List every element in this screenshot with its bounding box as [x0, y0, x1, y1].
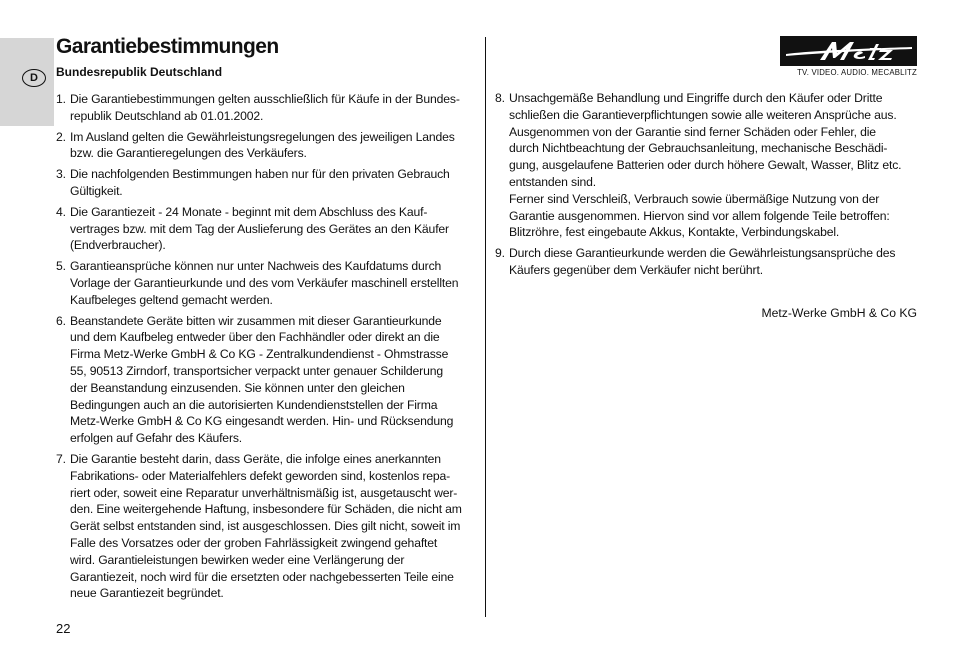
- list-item: [56, 204, 482, 254]
- page-title: Garantiebestimmungen: [56, 35, 279, 58]
- item-text: Beanstandete Geräte bitten wir zusammen mit dieser Garantieurkunde und dem Kaufbeleg entweder über den Fachhändler oder direkt an die Firma Metz-Werke GmbH & Co KG - Zentralkundendienst - Ohmstrasse 55, 90513 Zirndorf, transportsicher verpackt unter genauer Schilderung der Beanstandung einzusenden. Sie können unter den gleichen Bedingungen auch an die autorisierten Kundendienststellen der Firma Metz-Werke GmbH & Co KG eingesandt werden. Hin- und Rücksendung erfolgen auf Gefahr des Käufers.: [70, 313, 454, 446]
- item-number: 1.: [56, 92, 66, 106]
- item-text: Die Garantie besteht darin, dass Geräte, die infolge eines anerkannten Fabrikations- oder Materialfehlers defekt geworden sind, kostenlos repa- riert oder, soweit eine Reparatur unverhältnismäßig ist, ausgetauscht wer- den. Eine weitergehende Haftung, insbesondere für Schäden, die nicht am Gerät selbst entstanden sind, ist ausgeschlossen. Dies gilt nicht, soweit im Falle des Vorsatzes oder der groben Fahrlässigkeit zwingend gehaftet wird. Garantieleistungen bewirken weder eine Verlängerung der Garantiezeit, noch wird für die ersetzten oder nachgebesserten Teile eine neue Garantiezeit begründet.: [70, 451, 462, 601]
- page-number: 22: [56, 621, 71, 636]
- item-text: Die Garantiebestimmungen gelten ausschließlich für Käufe in der Bundes- republik Deutschland ab 01.01.2002.: [70, 92, 460, 123]
- item-number: 9.: [495, 246, 505, 261]
- item-text: Garantieansprüche können nur unter Nachweis des Kaufdatums durch Vorlage der Garantieurkunde und des vom Verkäufer maschinell erstellten Kaufbeleges geltend gemacht werden.: [70, 259, 459, 307]
- item-number: 5.: [56, 259, 66, 274]
- list-item: [495, 90, 921, 241]
- list-item: [495, 245, 921, 279]
- list-item: [56, 313, 482, 447]
- column-divider: [485, 37, 486, 617]
- warranty-terms-left-column: [56, 91, 482, 606]
- item-number: 2.: [56, 129, 66, 144]
- warranty-terms-right-column: [495, 90, 921, 283]
- company-signature: Metz-Werke GmbH & Co KG: [761, 306, 917, 320]
- list-item: [56, 258, 482, 308]
- item-text: Im Ausland gelten die Gewährleistungsregelungen des jeweiligen Landes bzw. die Garantieregelungen des Verkäufers.: [70, 129, 455, 161]
- item-text: Die Garantiezeit - 24 Monate - beginnt mit dem Abschluss des Kauf- vertrages bzw. mit dem Tag der Auslieferung des Gerätes an den Käufer (Endverbraucher).: [70, 204, 449, 253]
- metz-logo: [780, 36, 917, 66]
- item-text: Die nachfolgenden Bestimmungen haben nur für den privaten Gebrauch Gültigkeit.: [70, 167, 450, 198]
- brand-tagline: TV. VIDEO. AUDIO. MECABLITZ: [797, 68, 917, 77]
- list-item: [56, 91, 482, 125]
- list-item: [56, 451, 482, 602]
- list-item: [56, 129, 482, 163]
- item-number: 7.: [56, 451, 66, 466]
- item-number: 4.: [56, 204, 66, 219]
- item-text: Unsachgemäße Behandlung und Eingriffe durch den Käufer oder Dritte schließen die Garantieverpflichtungen sowie alle weiteren Ansprüche aus. Ausgenommen von der Garantie sind ferner Schäden oder Fehler, die durch Nichtbeachtung der Gebrauchsanleitung, mechanische Beschädi- gung, ausgelaufene Batterien oder durch höhere Gewalt, Wasser, Blitz etc. entstanden sind. Ferner sind Verschleiß, Verbrauch sowie übermäßige Nutzung von der Garantie ausgenommen. Hiervon sind vor allem folgende Teile betroffen: Blitzröhre, fest eingebaute Akkus, Kontakte, Verbindungskabel.: [509, 91, 902, 240]
- metz-logo-graphic: [780, 36, 917, 66]
- item-number: 8.: [495, 91, 505, 105]
- item-number: 3.: [56, 167, 66, 182]
- language-badge: D: [22, 69, 46, 87]
- list-item: [56, 166, 482, 200]
- item-number: 6.: [56, 313, 66, 328]
- item-text: Durch diese Garantieurkunde werden die Gewährleistungsansprüche des Käufers gegenüber dem Verkäufer nicht berührt.: [509, 246, 896, 277]
- page-subtitle: Bundesrepublik Deutschland: [56, 65, 223, 79]
